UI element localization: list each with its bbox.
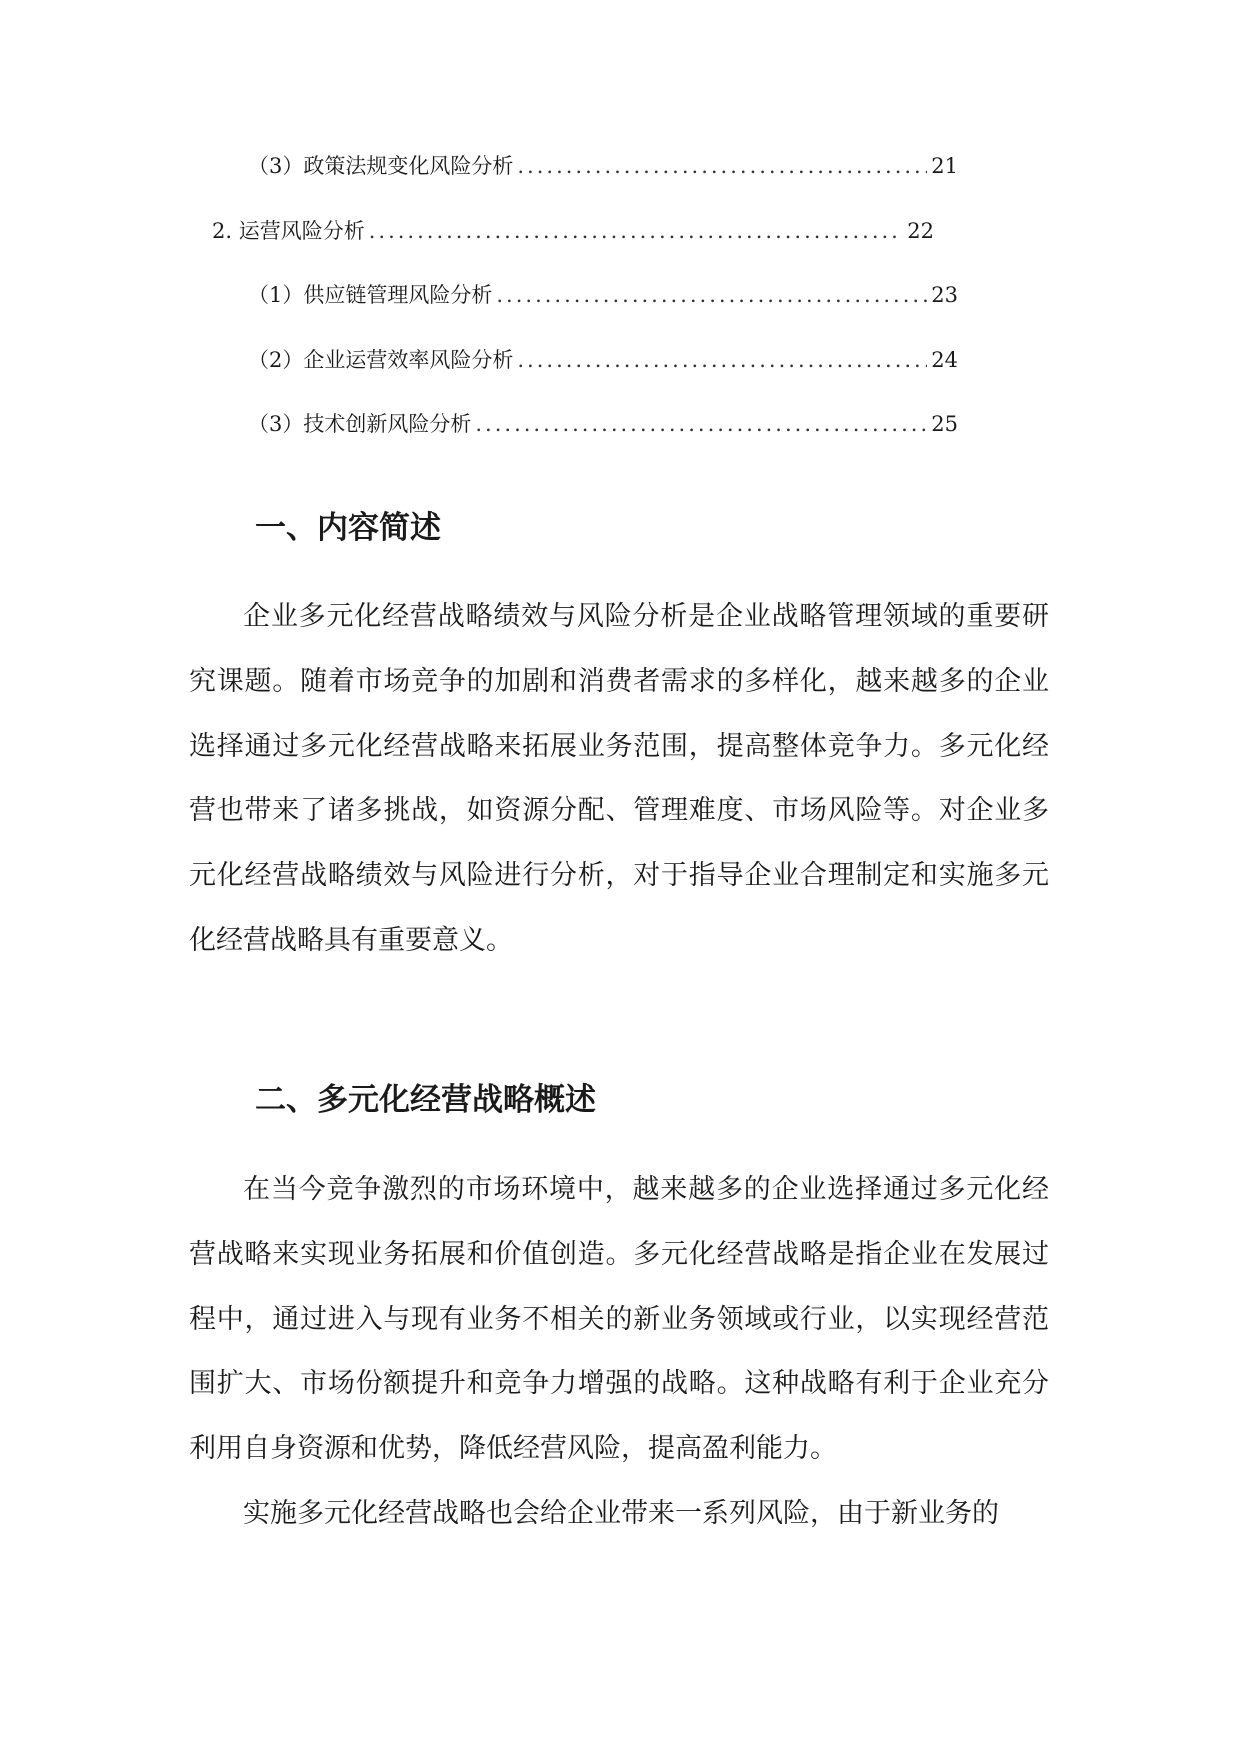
- toc-entry-title: （1）供应链管理风险分析: [248, 283, 493, 307]
- toc-leader-dots: [517, 348, 927, 372]
- toc-entry-page: 23: [931, 283, 958, 307]
- toc-entry[interactable]: [212, 215, 934, 249]
- toc-entry-title: （2）企业运营效率风险分析: [248, 348, 514, 372]
- body-paragraph: 在当今竞争激烈的市场环境中，越来越多的企业选择通过多元化经营战略来实现业务拓展和价值创造。多元化经营战略是指企业在发展过程中，通过进入与现有业务不相关的新业务领域或行业，以实现经营范围扩大、市场份额提升和竞争力增强的战略。这种战略有利于企业充分利用自身资源和优势，降低经营风险，提高盈利能力。: [189, 1174, 1049, 1465]
- toc-entry[interactable]: [248, 408, 958, 442]
- toc-entry-page: 22: [907, 219, 934, 243]
- toc-leader-dots: [517, 154, 927, 178]
- section-heading: 一、内容简述: [255, 510, 441, 546]
- toc-leader-dots: [369, 219, 904, 243]
- toc-entry[interactable]: [248, 344, 958, 378]
- toc-leader-dots: [475, 412, 927, 436]
- toc-entry-title: （3）政策法规变化风险分析: [248, 154, 514, 178]
- toc-entry-page: 25: [931, 412, 958, 436]
- body-paragraph: 实施多元化经营战略也会给企业带来一系列风险，由于新业务的: [243, 1498, 999, 1529]
- body-paragraph: 企业多元化经营战略绩效与风险分析是企业战略管理领域的重要研究课题。随着市场竞争的加剧和消费者需求的多样化，越来越多的企业选择通过多元化经营战略来拓展业务范围，提高整体竞争力。多元化经营也带来了诸多挑战，如资源分配、管理难度、市场风险等。对企业多元化经营战略绩效与风险进行分析，对于指导企业合理制定和实施多元化经营战略具有重要意义。: [189, 601, 1049, 956]
- section-heading: 二、多元化经营战略概述: [255, 1082, 596, 1118]
- toc-entry-title: （3）技术创新风险分析: [248, 412, 472, 436]
- toc-entry-page: 21: [931, 154, 958, 178]
- toc-entry-page: 24: [931, 348, 958, 372]
- toc-entry[interactable]: [248, 279, 958, 313]
- toc-leader-dots: [496, 283, 927, 307]
- toc-entry[interactable]: [248, 150, 958, 184]
- toc-entry-title: 2. 运营风险分析: [212, 219, 365, 243]
